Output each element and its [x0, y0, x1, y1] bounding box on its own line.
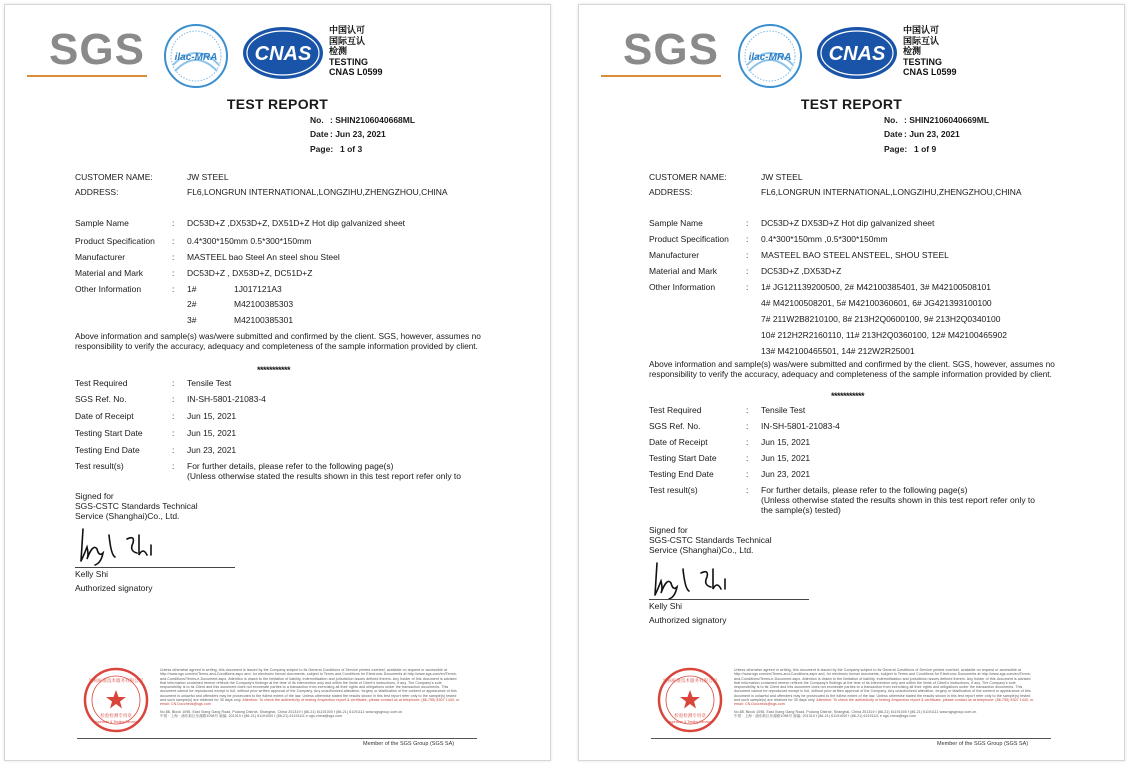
- company-seal: [83, 667, 149, 733]
- sample-index: 1#: [187, 284, 197, 294]
- report-page-2: SGS ilac-MRA CNAS 中国认可 国际互认 检测 TESTING CNAS L0599 TEST REPORT No. : SHIN2106040669ML Date : Jun 23, 2021 Page: 1 of 9 CUSTOMER NAME: JW STEEL ADDRESS: FL6,LONGRUN INTERNATIONAL,LONGZIHU,ZHENGZHOU,CHINA Sample Name : DC53D+Z DX53D+Z Hot dip galvanized sheet Product Specification : 0.4*300*150mm ,0.5*300*150mm Manufacturer : MASTEEL BAO STEEL ANSTEEL, SHOU STEEL Material and Mark : DC53D+Z ,DX53D+Z Other Information : 1# JG121139200500, 2# M42100385401, 3# M42100508101 4# M42100508201, 5# M42100360601, 6# JG421393100100 7# 211W2B8210100, 8# 213H2Q0600100, 9# 213H2Q0340100 10# 212H2R2160110, 11# 213H2Q0360100, 12# M42100465902 13# M42100465501, 14# 212W2R25001 Above information and sample(s) was/were submitted and confirmed by the client. SGS, however, assumes no responsibility to verify the accuracy, adequacy and completeness of the sample information provided by client. *********** Test Required : Tensile Test SGS Ref. No. : IN-SH-5801-21083-4 Date of Receipt : Jun 15, 2021 Testing Start Date : Jun 15, 2021 Testing End Date : Jun 23, 2021 Test result(s) : For further details, please refer to the following page(s) (Unless otherwise stated the results shown in this test report refer only to the sample(s) tested) Signed for SGS-CSTC Standards Technical Service (Shanghai)Co., Ltd. Kelly Shi Authorized signatory 通标标准技术服务有限公司 检验检测专用章 Inspection & Testing Services Unless otherwise agreed in writing, this document is issued by the Company subject to its General Conditions of Service printed overleaf, available on request or accessible at http://www.sgs.com/en/Terms-and-Conditions.aspx and, for electronic format documents, subject to Terms and Conditions for Electronic Documents at http://www.sgs.com/en/Terms-and-Conditions/Terms-e-Document.aspx. Attention is drawn to the limitation of liability, indemnification and jurisdiction issues defined therein. Any holder of this document is advised that information contained hereon reflects the Company's findings at the time of its intervention only and within the limits of Client's instructions, if any. The Company's sole responsibility is to its Client and this document does not exonerate parties to a transaction from exercising all their rights and obligations under the transaction documents. This document cannot be reproduced except in full, without prior written approval of the Company. Any unauthorized alteration, forgery or falsification of the content or appearance of this document is unlawful and offenders may be prosecuted to the fullest extent of the law. Unless otherwise stated the results shown in this test report refer only to the sample(s) tested and such sample(s) are retained for 30 days only. Attention: To check the authenticity of testing /inspection report & certificate, please contact us at telephone: (86-755) 8307 1443, or email: CN.Doccheck@sgs.com No.88, Block 1098, East Xiang Gang Road, Pudong District, Shanghai, China 201319 t (86-21) 61191000 f (86-21) 61191111 www.sgsgroup.com.cn 中国 · 上海 · 浦东新区东湖路1098号 邮编: 201319 t (86-21) 61191000 f (86-21) 61191111 e sgs.china@sgs.com Member of the SGS Group (SGS SA): [578, 4, 1125, 761]
- manufacturer-row: Manufacturer : MASTEEL bao Steel An steel shou Steel: [75, 252, 340, 262]
- cnas-logo: [815, 25, 899, 81]
- sample-code-line: 10# 212H2R2160110, 11# 213H2Q0360100, 12# M42100465902: [761, 330, 1007, 340]
- address-row: ADDRESS: FL6,LONGRUN INTERNATIONAL,LONGZIHU,ZHENGZHOU,CHINA: [75, 187, 448, 197]
- testing-line: TESTING: [903, 56, 943, 67]
- testing-end-row: Testing End Date : Jun 23, 2021: [75, 445, 237, 455]
- sgs-logo: [27, 21, 145, 83]
- test-results-row: Test result(s) : For further details, please refer to the following page(s) (Unless otherwise stated the results shown in this test report refer only to: [75, 461, 462, 481]
- svg-text:CNAS: CNAS: [254, 43, 312, 65]
- svg-text:通标标准技术服务有限公司: 通标标准技术服务有限公司: [89, 679, 143, 684]
- signature-image: [75, 525, 185, 567]
- svg-text:Inspection & Testing Services: Inspection & Testing Services: [93, 720, 139, 724]
- signer-block: Kelly Shi Authorized signatory: [649, 601, 727, 625]
- testing-accreditation: [903, 25, 957, 78]
- testing-line: 中国认可: [903, 25, 940, 35]
- report-title: TEST REPORT: [226, 96, 329, 112]
- testing-start-row: Testing Start Date : Jun 15, 2021: [649, 453, 811, 463]
- test-required-row: Test Required : Tensile Test: [75, 378, 232, 388]
- ilac-mra-logo: [737, 23, 803, 89]
- product-spec-row: Product Specification : 0.4*300*150mm 0.5*300*150mm: [75, 236, 312, 246]
- svg-text:CNAS: CNAS: [828, 43, 886, 65]
- report-page-1: SGS ilac-MRA CNAS 中国认可 国际互认 检测 TESTING CNAS L0599 TEST REPORT No. : SHIN2106040668ML Date : Jun 23, 2021 Page: 1 of 3 CUSTOMER NAME: JW STEEL ADDRESS: FL6,LONGRUN INTERNATIONAL,LONGZIHU,ZHENGZHOU,CHINA Sample Name : DC53D+Z ,DX53D+Z, DX51D+Z Hot dip galvanized sheet Product Specification : 0.4*300*150mm 0.5*300*150mm Manufacturer : MASTEEL bao Steel An steel shou Steel Material and Mark : DC53D+Z , DX53D+Z, DC51D+Z Other Information : 1# 1J017121A3 2# M42100385303 3# M42100385301 Above information and sample(s) was/were submitted and confirmed by the client. SGS, however, assumes no responsibility to verify the accuracy, adequacy and completeness of the sample information provided by client. *********** Test Required : Tensile Test SGS Ref. No. : IN-SH-5801-21083-4 Date of Receipt : Jun 15, 2021 Testing Start Date : Jun 15, 2021 Testing End Date : Jun 23, 2021 Test result(s) : For further details, please refer to the following page(s) (Unless otherwise stated the results shown in this test report refer only to Signed for SGS-CSTC Standards Technical Service (Shanghai)Co., Ltd. Kelly Shi Authorized signatory 通标标准技术服务有限公司 检验检测专用章 Inspection & Testing Services Unless otherwise agreed in writing, this document is issued by the Company subject to its General Conditions of Service printed overleaf, available on request or accessible at http://www.sgs.com/en/Terms-and-Conditions.aspx and, for electronic format documents, subject to Terms and Conditions for Electronic Documents at http://www.sgs.com/en/Terms-and-Conditions/Terms-e-Document.aspx. Attention is drawn to the limitation of liability, indemnification and jurisdiction issues defined therein. Any holder of this document is advised that information contained hereon reflects the Company's findings at the time of its intervention only and within the limits of Client's instructions, if any. The Company's sole responsibility is to its Client and this document does not exonerate parties to a transaction from exercising all their rights and obligations under the transaction documents. This document cannot be reproduced except in full, without prior written approval of the Company. Any unauthorized alteration, forgery or falsification of the content or appearance of this document is unlawful and offenders may be prosecuted to the fullest extent of the law. Unless otherwise stated the results shown in this test report refer only to the sample(s) tested and such sample(s) are retained for 30 days only. Attention: To check the authenticity of testing /inspection report & certificate, please contact us at telephone: (86-755) 8307 1443, or email: CN.Doccheck@sgs.com No.88, Block 1098, East Xiang Gang Road, Pudong District, Shanghai, China 201319 t (86-21) 61191000 f (86-21) 61191111 www.sgsgroup.com.cn 中国 · 上海 · 浦东新区东湖路1098号 邮编: 201319 t (86-21) 61191000 f (86-21) 61191111 e sgs.china@sgs.com Member of the SGS Group (SGS SA): [4, 4, 551, 761]
- sample-code-line: 4# M42100508201, 5# M42100360601, 6# JG421393100100: [761, 298, 992, 308]
- sample-index: 3#: [187, 315, 197, 325]
- cnas-logo: [241, 25, 325, 81]
- signature-line: [649, 599, 809, 600]
- separator-stars: ***********: [257, 365, 291, 375]
- signer-block: Kelly Shi Authorized signatory: [75, 569, 153, 593]
- sample-index: 2#: [187, 299, 197, 309]
- sgs-member-note: Member of the SGS Group (SGS SA): [363, 741, 455, 747]
- signed-for-block: Signed for SGS-CSTC Standards Technical Service (Shanghai)Co., Ltd.: [75, 491, 198, 521]
- separator-stars: ***********: [831, 391, 865, 401]
- testing-line: CNAS L0599: [903, 67, 957, 77]
- signature-line: [75, 567, 235, 568]
- sgs-logo-underline: [27, 75, 147, 77]
- testing-line: 国际互认: [903, 35, 940, 46]
- sample-code: M42100385301: [234, 315, 294, 325]
- testing-line: TESTING: [329, 56, 369, 67]
- svg-text:Inspection & Testing Services: Inspection & Testing Services: [667, 720, 713, 724]
- svg-text:通标标准技术服务有限公司: 通标标准技术服务有限公司: [663, 679, 717, 684]
- signature-image: [649, 559, 759, 601]
- testing-line: 中国认可: [329, 25, 366, 35]
- sgs-logo: [601, 21, 719, 83]
- disclaimer-paragraph: Above information and sample(s) was/were submitted and confirmed by the client. SGS, however, assumes no responsibility to verify the accuracy, adequacy and completeness of the sample information provided by client.: [649, 359, 1055, 379]
- report-title: TEST REPORT: [800, 96, 903, 112]
- sgs-logo-underline: [601, 75, 721, 77]
- testing-line: 检测: [329, 46, 348, 56]
- disclaimer-paragraph: Above information and sample(s) was/were submitted and confirmed by the client. SGS, however, assumes no responsibility to verify the accuracy, adequacy and completeness of the sample information provided by client.: [75, 331, 481, 351]
- testing-line: 国际互认: [329, 35, 366, 46]
- sample-name-row: Sample Name : DC53D+Z DX53D+Z Hot dip galvanized sheet: [649, 218, 935, 228]
- ilac-mra-logo: [163, 23, 229, 89]
- svg-text:检验检测专用章: 检验检测专用章: [100, 714, 132, 719]
- sgs-ref-row: SGS Ref. No. : IN-SH-5801-21083-4: [649, 421, 840, 431]
- testing-accreditation: [329, 25, 383, 78]
- sample-name-row: Sample Name : DC53D+Z ,DX53D+Z, DX51D+Z Hot dip galvanized sheet: [75, 218, 406, 228]
- svg-text:ilac-MRA: ilac-MRA: [174, 52, 218, 63]
- sample-code-line: 7# 211W2B8210100, 8# 213H2Q0600100, 9# 213H2Q0340100: [761, 314, 1001, 324]
- material-row: Material and Mark : DC53D+Z , DX53D+Z, DC51D+Z: [75, 268, 313, 278]
- company-seal: [657, 667, 723, 733]
- manufacturer-row: Manufacturer : MASTEEL BAO STEEL ANSTEEL, SHOU STEEL: [649, 250, 949, 260]
- footer-rule: [651, 738, 1051, 739]
- sgs-logo-text: SGS: [49, 25, 145, 74]
- testing-start-row: Testing Start Date : Jun 15, 2021: [75, 428, 237, 438]
- customer-row: CUSTOMER NAME: JW STEEL: [649, 172, 803, 182]
- date-of-receipt-row: Date of Receipt : Jun 15, 2021: [75, 411, 237, 421]
- sgs-logo-text: SGS: [623, 25, 719, 74]
- sgs-member-note: Member of the SGS Group (SGS SA): [937, 741, 1029, 747]
- sample-code: 1J017121A3: [234, 284, 282, 294]
- signed-for-block: Signed for SGS-CSTC Standards Technical Service (Shanghai)Co., Ltd.: [649, 525, 772, 555]
- product-spec-row: Product Specification : 0.4*300*150mm ,0.5*300*150mm: [649, 234, 888, 244]
- sample-code-line: 1# JG121139200500, 2# M42100385401, 3# M42100508101: [761, 282, 992, 292]
- address-row: ADDRESS: FL6,LONGRUN INTERNATIONAL,LONGZIHU,ZHENGZHOU,CHINA: [649, 187, 1022, 197]
- date-of-receipt-row: Date of Receipt : Jun 15, 2021: [649, 437, 811, 447]
- svg-text:检验检测专用章: 检验检测专用章: [674, 714, 706, 719]
- sample-code: M42100385303: [234, 299, 294, 309]
- sample-code-line: 13# M42100465501, 14# 212W2R25001: [761, 346, 915, 356]
- other-info-row: Other Information : 1# JG121139200500, 2# M42100385401, 3# M42100508101 4# M42100508201, 5# M42100360601, 6# JG421393100100 7# 211W2B8210100, 8# 213H2Q0600100, 9# 213H2Q0340100 10# 212H2R2160110, 11# 213H2Q0360100, 12# M42100465902 13# M42100465501, 14# 212W2R25001: [649, 282, 1007, 356]
- testing-line: 检测: [903, 46, 922, 56]
- testing-line: CNAS L0599: [329, 67, 383, 77]
- footer-fine-print: Unless otherwise agreed in writing, this document is issued by the Company subject to its General Conditions of Service printed overleaf, available on request or accessible at http://www.sgs.com/en/Terms-and-Conditions.aspx and, for electronic format documents, subject to Terms and Conditions for Electronic Documents at http://www.sgs.com/en/Terms-and-Conditions/Terms-e-Document.aspx. Attention is drawn to the limitation of liability, indemnification and jurisdiction issues defined therein. Any holder of this document is advised that information contained hereon reflects the Company's findings at the time of its intervention only and within the limits of Client's instructions, if any. The Company's sole responsibility is to its Client and this document does not exonerate parties to a transaction from exercising all their rights and obligations under the transaction documents. This document cannot be reproduced except in full, without prior written approval of the Company. Any unauthorized alteration, forgery or falsification of the content or appearance of this document is unlawful and offenders may be prosecuted to the fullest extent of the law. Unless otherwise stated the results shown in this test report refer only to the sample(s) tested and such sample(s) are retained for 30 days only. Attention: To check the authenticity of testing /inspection report & certificate, please contact us at telephone: (86-755) 8307 1443, or email: CN.Doccheck@sgs.com No.88, Block 1098, East Xiang Gang Road, Pudong District, Shanghai, China 201319 t (86-21) 61191000 f (86-21) 61191111 www.sgsgroup.com.cn 中国 · 上海 · 浦东新区东湖路1098号 邮编: 201319 t (86-21) 61191000 f (86-21) 61191111 e sgs.china@sgs.com: [734, 668, 1034, 718]
- svg-text:ilac-MRA: ilac-MRA: [748, 52, 792, 63]
- customer-row: CUSTOMER NAME: JW STEEL: [75, 172, 229, 182]
- material-row: Material and Mark : DC53D+Z ,DX53D+Z: [649, 266, 842, 276]
- test-results-row: Test result(s) : For further details, please refer to the following page(s) (Unless otherwise stated the results shown in this test report refer only to the sample(s) tested): [649, 485, 1036, 515]
- testing-end-row: Testing End Date : Jun 23, 2021: [649, 469, 811, 479]
- footer-rule: [77, 738, 477, 739]
- other-info-row: Other Information : 1# 1J017121A3 2# M42100385303 3# M42100385301: [75, 284, 294, 325]
- test-required-row: Test Required : Tensile Test: [649, 405, 806, 415]
- footer-fine-print: Unless otherwise agreed in writing, this document is issued by the Company subject to its General Conditions of Service printed overleaf, available on request or accessible at http://www.sgs.com/en/Terms-and-Conditions.aspx and, for electronic format documents, subject to Terms and Conditions for Electronic Documents at http://www.sgs.com/en/Terms-and-Conditions/Terms-e-Document.aspx. Attention is drawn to the limitation of liability, indemnification and jurisdiction issues defined therein. Any holder of this document is advised that information contained hereon reflects the Company's findings at the time of its intervention only and within the limits of Client's instructions, if any. The Company's sole responsibility is to its Client and this document does not exonerate parties to a transaction from exercising all their rights and obligations under the transaction documents. This document cannot be reproduced except in full, without prior written approval of the Company. Any unauthorized alteration, forgery or falsification of the content or appearance of this document is unlawful and offenders may be prosecuted to the fullest extent of the law. Unless otherwise stated the results shown in this test report refer only to the sample(s) tested and such sample(s) are retained for 30 days only. Attention: To check the authenticity of testing /inspection report & certificate, please contact us at telephone: (86-755) 8307 1443, or email: CN.Doccheck@sgs.com No.88, Block 1098, East Xiang Gang Road, Pudong District, Shanghai, China 201319 t (86-21) 61191000 f (86-21) 61191111 www.sgsgroup.com.cn 中国 · 上海 · 浦东新区东湖路1098号 邮编: 201319 t (86-21) 61191000 f (86-21) 61191111 e sgs.china@sgs.com: [160, 668, 460, 718]
- sgs-ref-row: SGS Ref. No. : IN-SH-5801-21083-4: [75, 394, 266, 404]
